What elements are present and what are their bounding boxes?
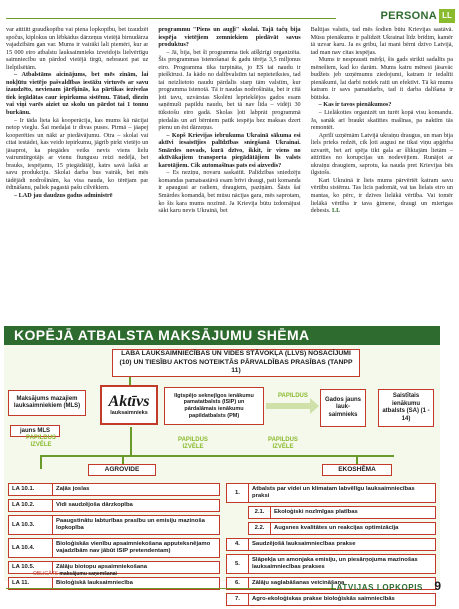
connector bbox=[40, 455, 42, 469]
young-farmer-box: Gados jauns lauk-saimnieks bbox=[320, 389, 366, 427]
paragraph-bold: – Kas ir tavos pienākumos? bbox=[318, 101, 392, 109]
header-rule bbox=[6, 18, 336, 19]
article-column-3 bbox=[311, 26, 453, 322]
list-item: LA 10.2. Vidi saudzējoša dārzkopība bbox=[8, 499, 220, 512]
footer-rule bbox=[6, 588, 336, 589]
end-mark: LL bbox=[331, 207, 341, 215]
scheme-title: KOPĒJĀ ATBALSTA MAKSĀJUMU SHĒMA bbox=[4, 326, 440, 345]
list-item: 4. Saudzējošā lauksaimniecības prakse bbox=[226, 538, 436, 551]
article-column-2 bbox=[158, 26, 300, 322]
list-item: LA 10.1. Zaļās joslas bbox=[8, 483, 220, 496]
list-item: 1. Atbalsts par videi un klimatam labvēlīgu lauksaimniecības praksi bbox=[226, 483, 436, 503]
article-body bbox=[6, 26, 453, 322]
paragraph: Mums ir nesprausti mērķi, šis gads strikti sadalīts pa mēnešiem, kad ko darām. Mums katru mēnesi jāsavāc budžets jeb uzņēmumu ziedojumi, katram ir iedalīti pienākumi, lai darbi notiek raiti un efektīvi. Tā kā mums katram ir savs pamatdarbs, tad it darba dalīšana ir būtiska. bbox=[310, 56, 453, 101]
article-column-1 bbox=[6, 26, 148, 322]
paragraph: var atttiitt graudkopību vai piena lopkopību, bet izaudzēt spočus, kiplokus un lēbkādus dārzeņus vietējā birnudārza vajadzībām gan var. Mums ir vairāki lali piemēri, kur ar 15 000 eiro atbalstu lauksaimnieks izveidojis lielvērtīgu saimniecību un pārdod vietējā tirgū, nebrauot pat uz lielpilsētām. bbox=[6, 26, 149, 71]
paragraph: – Lielākoties organizēt un turēt kopā visu komandu. Ja, sanāk arī braukt skatīties mašīnas, pa naktīm tās remontēt. bbox=[310, 109, 453, 132]
connector bbox=[130, 427, 132, 455]
isip-box: Ilgtspējo seknejīgos ienākumu pamatatbalsts (ISIP) un pārdalāmais ienākumu papildatbalsts (PM) bbox=[164, 387, 264, 425]
list-item: 6. Zālāju saglabāšanas veicināšana bbox=[226, 577, 436, 590]
list-item: 7. Agro-ekoloģiskas prakse bioloģiskās saimniecībās bbox=[226, 593, 436, 606]
paragraph: Baltijas valstīs, tad mēs šodien būtu Krievijas sastāvā. Mūsu pienākums ir palīdzēt Ukrainai līdz brīdim, kamēr tā uzvar karu. Ja es gribu, lai mani bērni dzīvo Latvijā, tad man nav citas iespējas. bbox=[310, 26, 453, 56]
list-item: 2.1. Ekoloģiski nozīmīgas platības bbox=[248, 506, 436, 519]
arrow-head bbox=[310, 398, 319, 414]
mls-box: Maksājums mazajiem lauksaimniekiem (MLS) bbox=[8, 390, 86, 416]
list-item: LA 11. Bioloģiskā lauksaimniecība bbox=[8, 577, 220, 590]
paragraph-bold: programmu "Piens un augļi" skolai. Tajā tačų bija iespēja vietējiem zemniekiem piedāvāt savus produktus? bbox=[158, 26, 301, 49]
list-item: 2.2. Augsnes kvalitātes un reakcijas optimizācija bbox=[248, 522, 436, 535]
connector bbox=[129, 377, 131, 385]
list-item: LA 10.4. Bioloģiskās vienību apsaimniekošana apputeksnējamo vajadzībām nav jābūt ISIP pretendentam) bbox=[8, 538, 220, 558]
papildus-izvele-label: PAPILDUS IZVĒLE bbox=[268, 437, 298, 450]
page-number: 9 bbox=[434, 579, 441, 593]
dashed-line-icon bbox=[14, 573, 30, 574]
arrow-body bbox=[266, 403, 310, 409]
legend: OBLIGĀTS maksājumu saņemšanai bbox=[14, 571, 117, 577]
aktivs-box bbox=[100, 385, 158, 425]
ekoshema-label: EKOSHĒMA bbox=[322, 464, 392, 476]
paragraph: Kari Ukrainā ir lieis mums pārvērtēt katram savu vērtību sistēmu. Tas licis padomāt, vai tas lielais eiro un mantas, ko pērc, ir dzīves lielākā vērtība. Vai tomēr lielākā vērtība ir tava ģimene, draugi un miertgas debesis. LL bbox=[310, 176, 453, 215]
conditions-box: LABA LAUKSAIMNIECĪBAS UN VIDES STĀVOKĻA (LLVS) NOSACĪJUMI (10) UN TIESĪBU AKTOS NOTEIKTĀS PĀRVALDĪBAS PRASĪBAS (TANPP 11) bbox=[112, 349, 360, 377]
list-item: 5. Slāpekļa un amonjaka emisiju, un piesārņojuma mazinošas lauksaimniecības prakses bbox=[226, 554, 436, 574]
magazine-logo: LL bbox=[439, 9, 455, 23]
list-item: LA 10.3. Paaugstinātu labturības prasību un emisiju mazinoša lopkopība bbox=[8, 515, 220, 535]
aktivs-subtitle: lauksaimnieks bbox=[110, 409, 148, 416]
paragraph: – Es neziņu, novaru saskaitīt. Palīdzības sniedzēju komandas pamatsastāvā esam brīvi draugi, pati komanda ir apaugusi ar radiem, draugiem, paziņām. Šāsts šaī Smārdes komandā, bet mūsu nācijas gara, mēs saprotam, ko šis kara mums nozīmē. Ja Krievija būtu izdomājusi sākt karu nevis Ukrainā, bet bbox=[158, 169, 301, 215]
papildus-izvele-label: PAPILDUS IZVĒLE bbox=[178, 437, 208, 450]
section-label: PERSONA bbox=[380, 10, 437, 22]
paragraph-bold: – Atbalstāms aicinājums, bet mēs zinām, lai nokļūtu vietējo pašvaldības iestāžu virtuvēs ar savu izaudzēto, nevienam jārēķinās, ka pārtikas iezivelas tiek iegādātas caur iepirkuma sistēmu. Tātad, diezin vai viņi varēs aiziet uz skolu un pārdot tai 1 tonnu burkānu. bbox=[6, 71, 149, 117]
magazine-name: LATVIJAS LOPKOPIS bbox=[331, 583, 423, 592]
coupled-support-box: Saistītais ienākumu atbalsts (SA) (1 - 14) bbox=[378, 389, 434, 427]
jauns-mls-box: jauns MLS bbox=[10, 425, 60, 437]
papildus-label: PAPILDUS bbox=[278, 393, 308, 399]
branch-line bbox=[40, 455, 394, 457]
paragraph-bold: – Kopš Krievijas iebrukuma Ukrainā sākuma esi aktīvi iesaistījies palīdzības sniegšanā Ukrainai. Smārdes novads, kurā dzīvo, ikkit, ir viens no aktīvākajiem transporta piegādātājiem līs valsts karotājiem. Cik automašīnas pats esi aizvedis? bbox=[158, 131, 301, 169]
papildus-izvele-label: PAPILDUS IZVĒLE bbox=[26, 435, 56, 448]
connector bbox=[356, 455, 358, 464]
paragraph: – Ir tāda lieta kā kooperācija, kas mums kā nācijai netop vieglu. Šai medaļai ir divas puses. Pirmā – jāapej kooperēties un nākt ar piedāvājumu. Otra – skolai vai citai iestādei, kas veido iepirkumu, jāgrib pirkt vietējo un jāsaprot, ka piegādes veiks nevis viens lielu vairumtirgotājs ar vienu fiungusu reizi nedēļā, bet brauks, iespējams, 15 piegādātāji, katrs savā laikā ar savu produkciju. Skolai darba bus vairāk, bet mēs tādējādi nodrošinām, ka visa nauda, ko tērējam par ēdināšanu, paliek pagastā pašu cilvēkiem. bbox=[6, 116, 149, 192]
agrovide-label: AGROVIDE bbox=[88, 464, 156, 476]
paragraph-bold: – LAD jau daudzus gadus administrē bbox=[14, 192, 113, 200]
list-item: LA 10.5. Zālāju biotopu apsaimniekošana bbox=[8, 561, 220, 574]
connector bbox=[122, 455, 124, 464]
aktivs-title: Aktīvs bbox=[108, 392, 150, 410]
paragraph: Aprīlī uzņēmām Latvijā ukraiņu draugus, un man bija liels prieks redzēt, cik ļoti augusi ne tikai viņu apģērba uzvarēt, bet arī spēja tikt gala ar šliktajām lietām – attīrīties no korupcijas un nodevējiem. Runājot ar ukraiņu draugiem, saprotu, ka nauda pret Krievijas bēs ilgstošs. bbox=[310, 131, 453, 177]
paragraph: – Jā, bija, bet šī programma tiek atšķirīgi organizēta. Šis programmas īstenošanai ik gadu tērēja 3,5 miljonus eiro. Programma tika turpināta, jo ES tai naudu ir pieškīrusi. Ja kādo no dalībvalstīm tai nepieteiksies, tad tai neizlietoto naudu pārdalīs starp tām valstīm, kur programma īstenotā. Tā ir naudas nodrošināta, bet ir citā ļoti tavu, uzvārstas Skolēni lepriekšējos gados esam saņēmuši papildu naudu, bet tā nav līda – vidēji 30 tūkstošu eiro gadā. Skolas ļoti labprāt programmā piedalās un arī bērniem patīk iespēja bez maksas dzert pienu un ēst dārzeņus. bbox=[158, 48, 301, 132]
